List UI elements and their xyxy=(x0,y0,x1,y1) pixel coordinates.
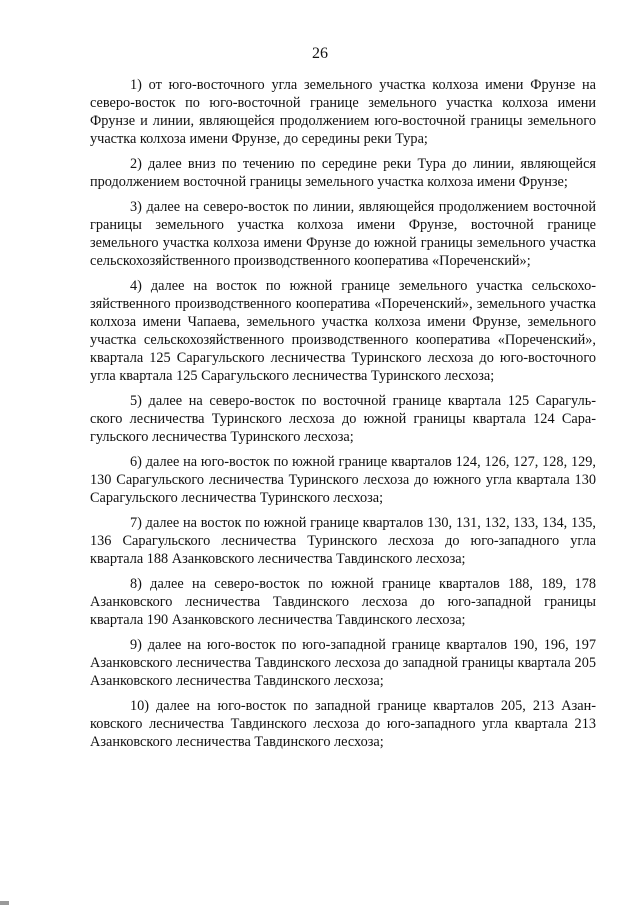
paragraph-5: 5) далее на северо-восток по восточной границе квартала 125 Сарагульского лесничества Туринского лесхоза до южной границы квартала 124 Сарагульского лесничества Туринского лесхоза; xyxy=(90,393,596,445)
paragraph-2: 2) далее вниз по течению по середине реки Тура до линии, являющейся продолжением восточной границы земельного участка колхоза имени Фрунзе; xyxy=(90,156,596,190)
paragraph-8: 8) далее на северо-восток по южной границе кварталов 188, 189, 178 Азанковского лесничества Тавдинского лесхоза до юго-западной границы квартала 190 Азанковского лесничества Тавдинского лесхоза; xyxy=(90,576,596,628)
page-number: 26 xyxy=(312,45,328,62)
document-body xyxy=(90,76,596,758)
paragraph-9: 9) далее на юго-восток по юго-западной границе кварталов 190, 196, 197 Азанковского лесничества Тавдинского лесхоза до западной границы квартала 205 Азанковского лесничества Тавдинского лесхоза; xyxy=(90,637,596,689)
scan-artifact xyxy=(0,901,9,905)
paragraph-1: 1) от юго-восточного угла земельного участка колхоза имени Фрунзе на северо-восток по юго-восточной границе земельного участка колхоза имени Фрунзе и линии, являющейся продолжением юго-восточной границы земельного участка колхоза имени Фрунзе, до середины реки Тура; xyxy=(90,77,596,147)
paragraph-4: 4) далее на восток по южной границе земельного участка сельскохозяйственного производственного кооператива «Пореченский», земельного участка колхоза имени Чапаева, земельного участка колхоза имени Фрунзе, земельного участка сельскохозяйственного производственного кооператива «Пореченский», квартала 125 Сарагульского лесничества Туринского лесхоза до юго-восточного угла квартала 125 Сарагульского лесничества Туринского лесхоза; xyxy=(90,278,596,384)
paragraph-10: 10) далее на юго-восток по западной границе кварталов 205, 213 Азанковского лесничества Тавдинского лесхоза до юго-западного угла квартала 213 Азанковского лесничества Тавдинского лесхоза; xyxy=(90,698,596,750)
paragraph-7: 7) далее на восток по южной границе кварталов 130, 131, 132, 133, 134, 135, 136 Сарагульского лесничества Туринского лесхоза до юго-западного угла квартала 188 Азанковского лесничества Тавдинского лесхоза; xyxy=(90,515,596,567)
paragraph-6: 6) далее на юго-восток по южной границе кварталов 124, 126, 127, 128, 129, 130 Сарагульского лесничества Туринского лесхоза до южного угла квартала 130 Сарагульского лесничества Туринского лесхоза; xyxy=(90,454,596,506)
paragraph-3: 3) далее на северо-восток по линии, являющейся продолжением восточной границы земельного участка колхоза имени Фрунзе, восточной границе земельного участка колхоза имени Фрунзе до южной границы земельного участка сельскохозяйственного производственного кооператива «Пореченский»; xyxy=(90,199,596,269)
